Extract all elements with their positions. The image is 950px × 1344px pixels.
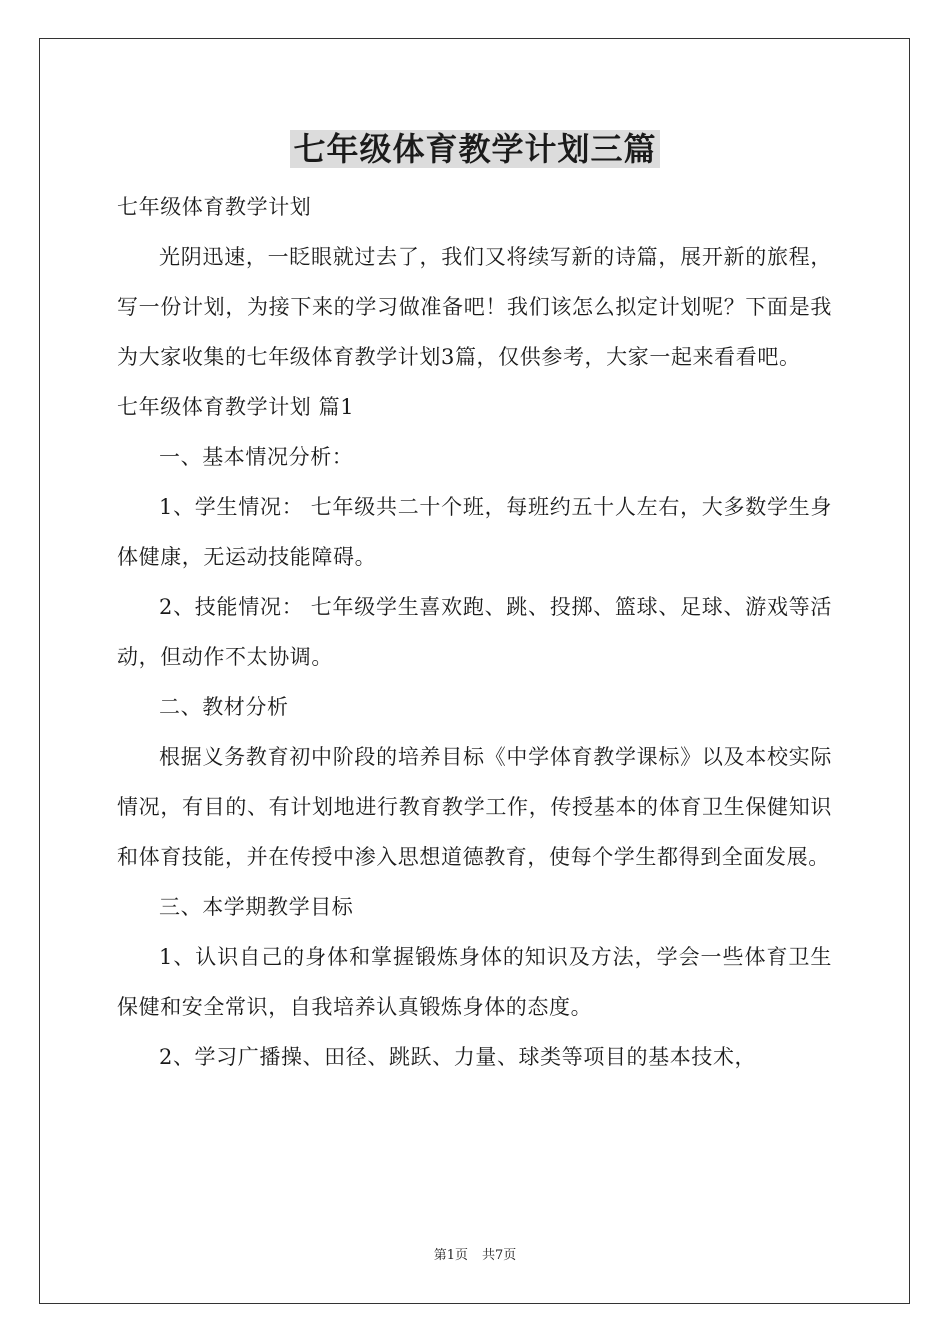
paragraph-0: 七年级体育教学计划	[117, 195, 312, 219]
page-footer	[0, 1247, 950, 1265]
paragraph-2: 七年级体育教学计划 篇1	[117, 395, 355, 419]
paragraph-7: 根据义务教育初中阶段的培养目标《中学体育教学课标》以及本校实际情况，有目的、有计划地进行教育教学工作，传授基本的体育卫生保健知识和体育技能，并在传授中渗入思想道德教育，使每个学生都得到全面发展。	[117, 745, 832, 869]
document-body	[117, 182, 832, 1082]
paragraph-3: 一、基本情况分析：	[159, 445, 354, 469]
paragraph-1: 光阴迅速，一眨眼就过去了，我们又将续写新的诗篇，展开新的旅程，写一份计划，为接下来的学习做准备吧！我们该怎么拟定计划呢？下面是我为大家收集的七年级体育教学计划3篇，仅供参考，大家一起来看看吧。	[117, 245, 832, 369]
document-title: 七年级体育教学计划三篇	[290, 130, 659, 168]
paragraph-10: 2、学习广播操、田径、跳跃、力量、球类等项目的基本技术，	[159, 1045, 757, 1069]
paragraph-4: 1、学生情况： 七年级共二十个班，每班约五十人左右，大多数学生身体健康，无运动技能障碍。	[117, 495, 832, 569]
document-title-container	[0, 126, 950, 172]
paragraph-6: 二、教材分析	[159, 695, 289, 719]
page-total: 共7页	[482, 1248, 517, 1263]
paragraph-9: 1、认识自己的身体和掌握锻炼身体的知识及方法，学会一些体育卫生保健和安全常识，自我培养认真锻炼身体的态度。	[117, 945, 832, 1019]
paragraph-5: 2、技能情况： 七年级学生喜欢跑、跳、投掷、篮球、足球、游戏等活动，但动作不太协调。	[117, 595, 832, 669]
page-number: 第1页	[433, 1248, 468, 1263]
paragraph-8: 三、本学期教学目标	[159, 895, 354, 919]
